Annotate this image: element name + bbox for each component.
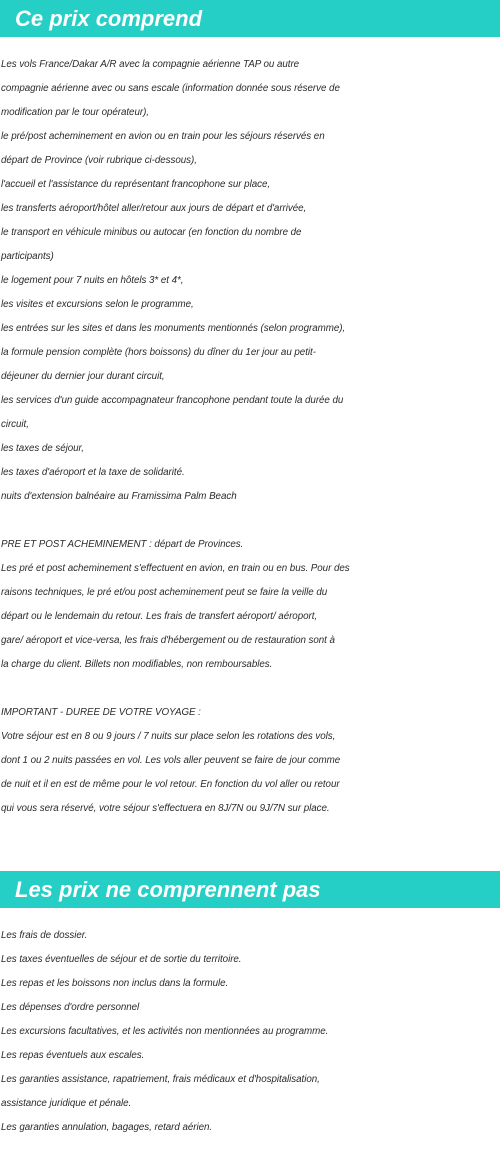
excludes-line: Les repas éventuels aux escales. bbox=[1, 1050, 145, 1061]
pre-post-line: gare/ aéroport et vice-versa, les frais d'hébergement ou de restauration sont à bbox=[1, 635, 335, 646]
pre-post-line: raisons techniques, le pré et/ou post acheminement peut se faire la veille du bbox=[1, 587, 328, 598]
includes-line: le transport en véhicule minibus ou autocar (en fonction du nombre de bbox=[1, 227, 302, 238]
excludes-line: Les frais de dossier. bbox=[1, 930, 88, 941]
excludes-line: Les taxes éventuelles de séjour et de sortie du territoire. bbox=[1, 954, 242, 965]
important-line: Votre séjour est en 8 ou 9 jours / 7 nuits sur place selon les rotations des vols, bbox=[1, 731, 336, 742]
excludes-content bbox=[0, 924, 499, 1140]
excludes-line: Les garanties annulation, bagages, retard aérien. bbox=[1, 1122, 213, 1133]
paragraph-spacer bbox=[1, 677, 499, 701]
paragraph-spacer bbox=[1, 509, 499, 533]
includes-line: les services d'un guide accompagnateur francophone pendant toute la durée du bbox=[1, 395, 344, 406]
pre-post-heading: PRE ET POST ACHEMINEMENT : départ de Provinces. bbox=[1, 539, 244, 550]
excludes-line: Les excursions facultatives, et les activités non mentionnées au programme. bbox=[1, 1026, 329, 1037]
pre-post-line: Les pré et post acheminement s'effectuent en avion, en train ou en bus. Pour des bbox=[1, 563, 350, 574]
includes-line: les visites et excursions selon le programme, bbox=[1, 299, 194, 310]
includes-content bbox=[0, 53, 499, 821]
includes-line: participants) bbox=[1, 251, 54, 262]
pre-post-line: la charge du client. Billets non modifiables, non remboursables. bbox=[1, 659, 273, 670]
includes-line: nuits d'extension balnéaire au Framissima Palm Beach bbox=[1, 491, 237, 502]
important-line: qui vous sera réservé, votre séjour s'effectuera en 8J/7N ou 9J/7N sur place. bbox=[1, 803, 330, 814]
includes-line: les entrées sur les sites et dans les monuments mentionnés (selon programme), bbox=[1, 323, 346, 334]
excludes-line: assistance juridique et pénale. bbox=[1, 1098, 132, 1109]
includes-line: les taxes d'aéroport et la taxe de solidarité. bbox=[1, 467, 185, 478]
includes-line: l'accueil et l'assistance du représentant francophone sur place, bbox=[1, 179, 271, 190]
includes-line: circuit, bbox=[1, 419, 29, 430]
includes-line: les taxes de séjour, bbox=[1, 443, 84, 454]
important-line: de nuit et il en est de même pour le vol retour. En fonction du vol aller ou retour bbox=[1, 779, 340, 790]
excludes-line: Les dépenses d'ordre personnel bbox=[1, 1002, 140, 1013]
excludes-section-title: Les prix ne comprennent pas bbox=[0, 871, 500, 908]
important-paragraph bbox=[1, 701, 499, 821]
pre-post-paragraph bbox=[1, 533, 499, 677]
includes-list bbox=[1, 53, 499, 509]
includes-line: le pré/post acheminement en avion ou en train pour les séjours réservés en bbox=[1, 131, 325, 142]
includes-line: départ de Province (voir rubrique ci-dessous), bbox=[1, 155, 197, 166]
includes-section-title: Ce prix comprend bbox=[0, 0, 500, 37]
excludes-line: Les garanties assistance, rapatriement, frais médicaux et d'hospitalisation, bbox=[1, 1074, 320, 1085]
includes-line: Les vols France/Dakar A/R avec la compagnie aérienne TAP ou autre bbox=[1, 59, 300, 70]
includes-line: modification par le tour opérateur), bbox=[1, 107, 149, 118]
important-heading: IMPORTANT - DUREE DE VOTRE VOYAGE : bbox=[1, 707, 201, 718]
important-line: dont 1 ou 2 nuits passées en vol. Les vols aller peuvent se faire de jour comme bbox=[1, 755, 341, 766]
includes-line: les transferts aéroport/hôtel aller/retour aux jours de départ et d'arrivée, bbox=[1, 203, 307, 214]
pre-post-line: départ ou le lendemain du retour. Les frais de transfert aéroport/ aéroport, bbox=[1, 611, 318, 622]
includes-line: le logement pour 7 nuits en hôtels 3* et 4*, bbox=[1, 275, 184, 286]
excludes-line: Les repas et les boissons non inclus dans la formule. bbox=[1, 978, 229, 989]
includes-line: la formule pension complète (hors boissons) du dîner du 1er jour au petit- bbox=[1, 347, 316, 358]
includes-line: compagnie aérienne avec ou sans escale (information donnée sous réserve de bbox=[1, 83, 340, 94]
includes-line: déjeuner du dernier jour durant circuit, bbox=[1, 371, 165, 382]
